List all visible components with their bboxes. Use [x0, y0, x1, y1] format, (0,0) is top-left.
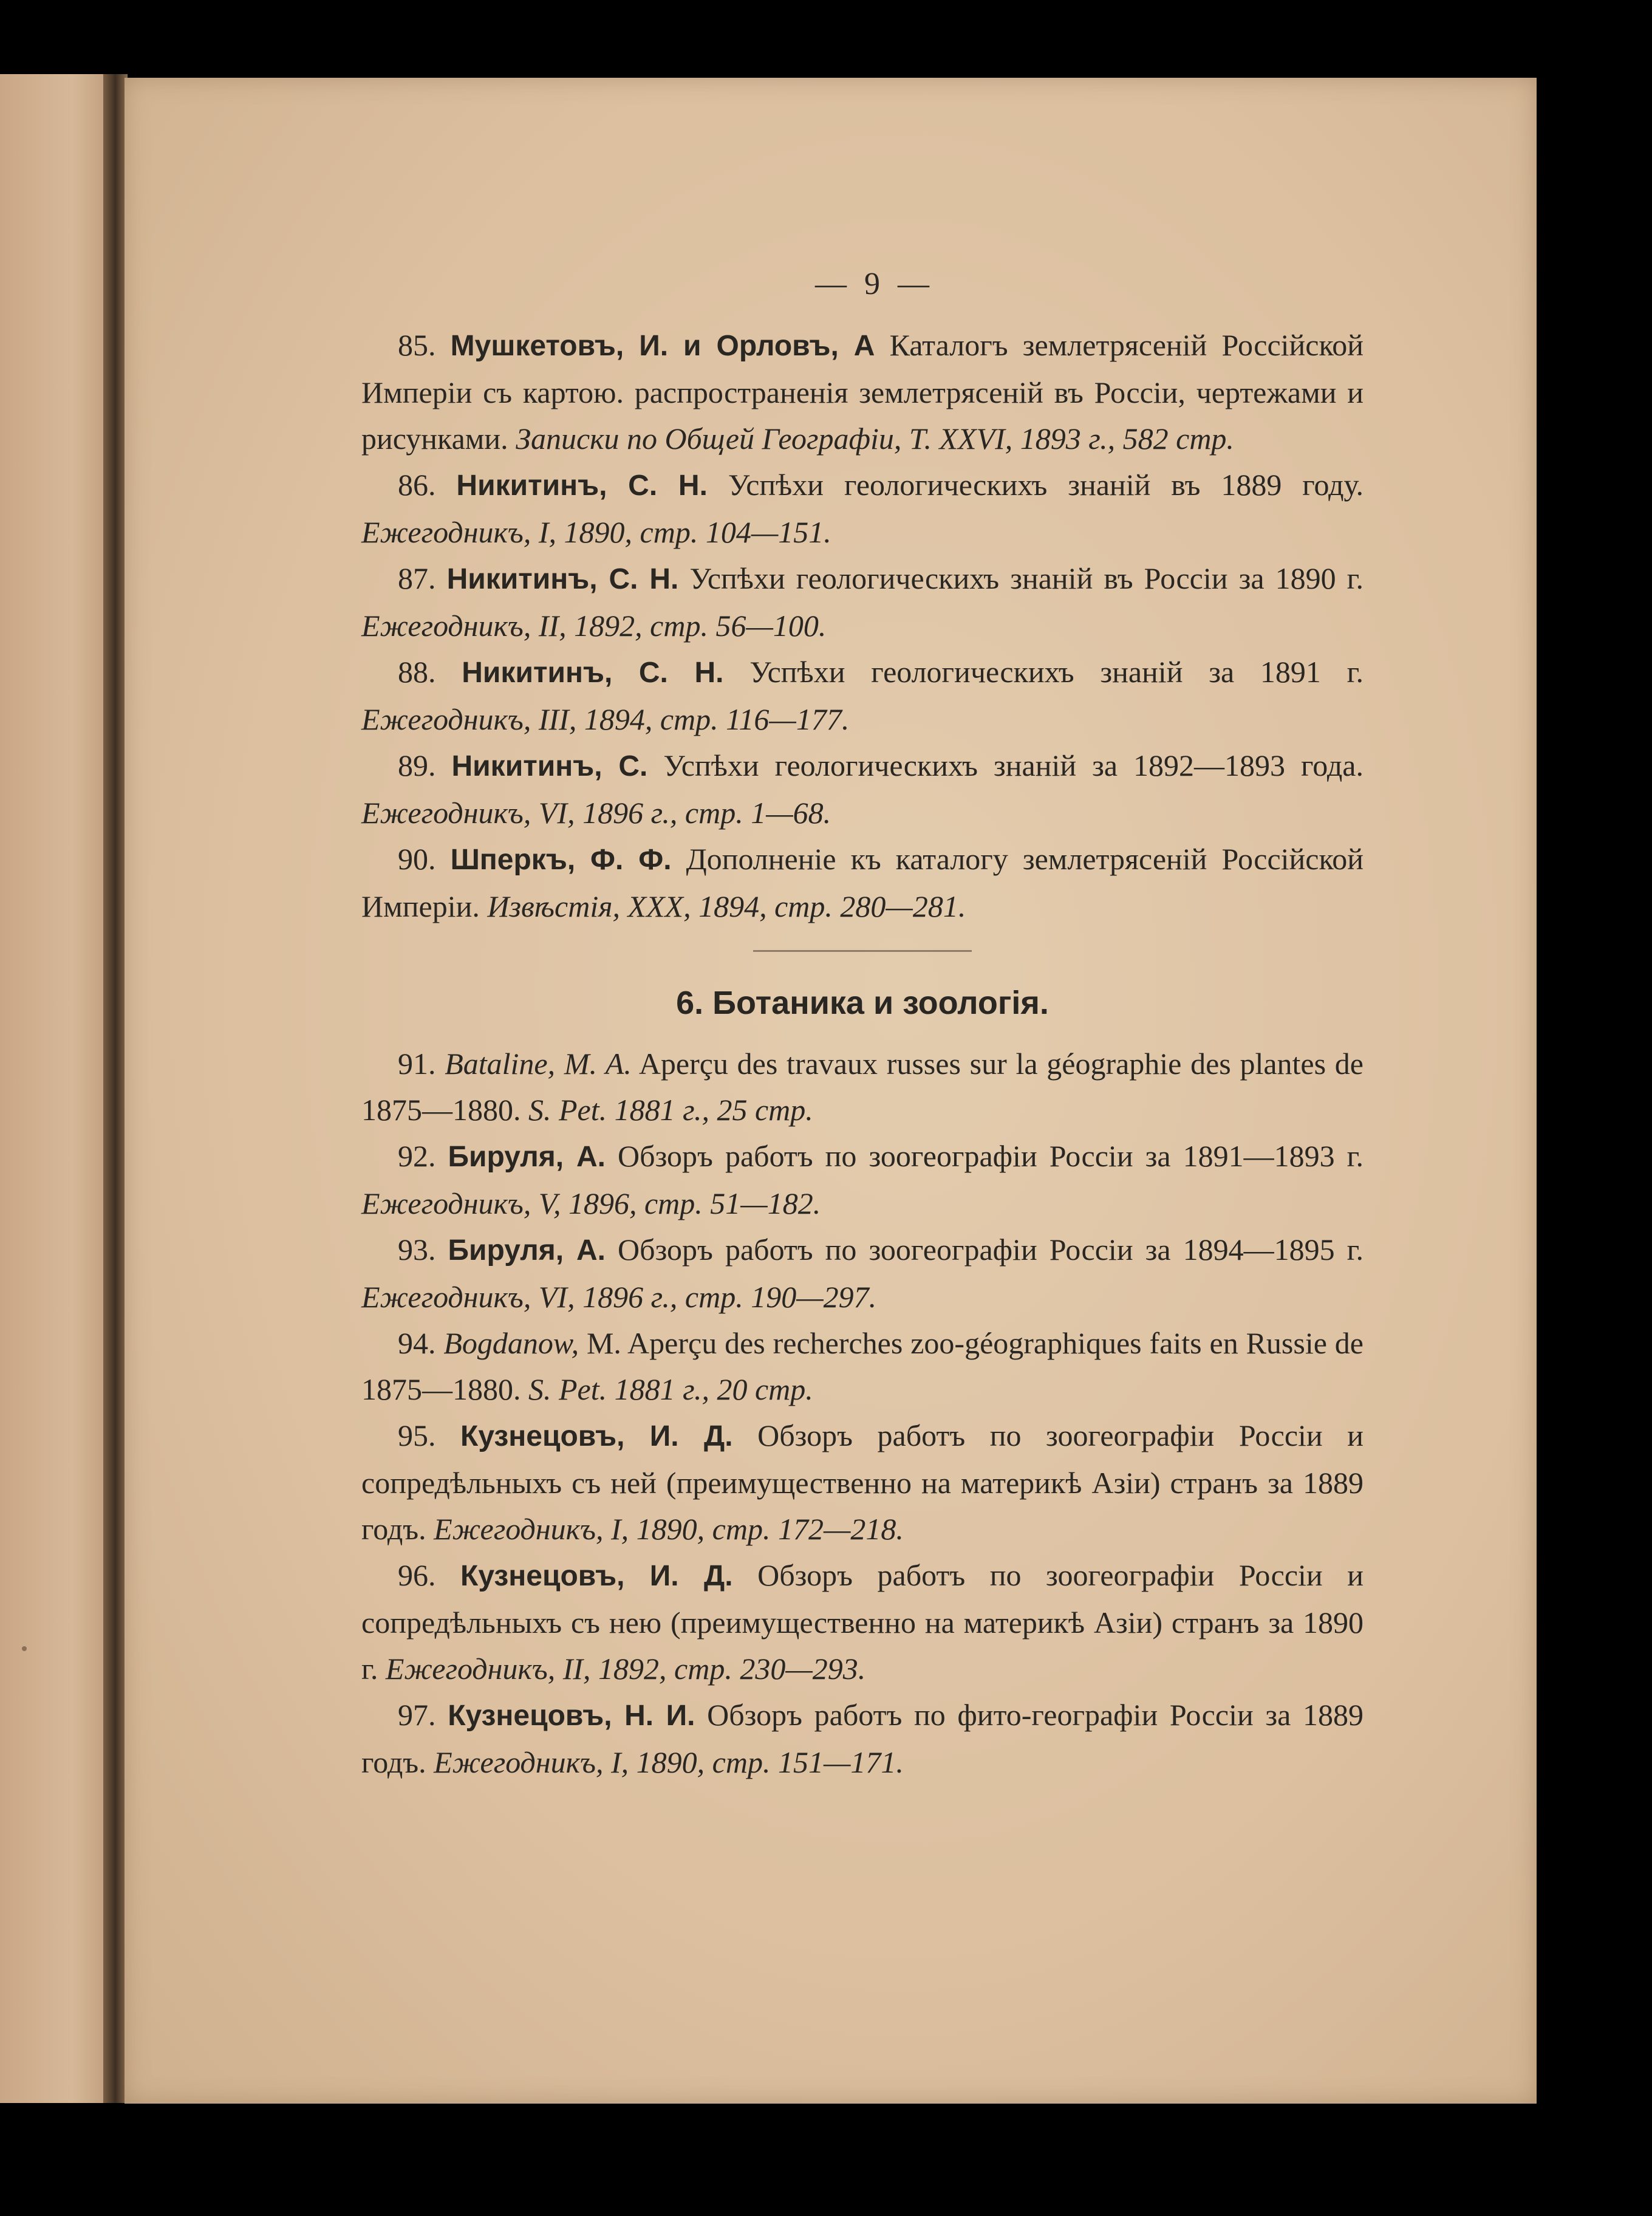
- entry-title: Aperçu des travaux russes sur la géographie des plantes de 1875—1880.: [361, 1047, 1364, 1127]
- entry-title: M. Aperçu des recherches zoo-géographiques faits en Russie de 1875—1880.: [361, 1326, 1364, 1406]
- entry-number: 91.: [398, 1047, 436, 1081]
- entry-author: Шперкъ, Ф. Ф.: [450, 844, 672, 876]
- entry-author: Бируля, А.: [448, 1141, 606, 1173]
- entry-number: 86.: [398, 468, 436, 502]
- entry-number: 97.: [398, 1698, 436, 1732]
- bib-entry-94: [361, 1320, 1364, 1412]
- entry-title: Обзоръ работъ по фито-географіи Россіи за 1889 годъ.: [361, 1698, 1364, 1779]
- entry-author: Никитинъ, С. Н.: [446, 563, 679, 595]
- bib-entry-86: [361, 462, 1364, 555]
- entry-author: Bataline, M. A.: [445, 1047, 632, 1081]
- page-number: — 9 —: [815, 267, 934, 301]
- entry-number: 94.: [398, 1326, 436, 1360]
- entry-source: Записки по Общей Географіи, Т. XXVI, 1893 г., 582 стр.: [516, 422, 1234, 456]
- entry-number: 85.: [398, 328, 436, 362]
- entry-number: 93.: [398, 1233, 436, 1267]
- bib-entry-88: [361, 649, 1364, 742]
- entry-author: Кузнецовъ, И. Д.: [460, 1560, 733, 1592]
- entry-title: Дополненіе къ каталогу землетрясеній Россійской Имперіи.: [361, 842, 1364, 923]
- bib-entry-90: [361, 836, 1364, 929]
- section-heading: 6. Ботаника и зоологія.: [676, 985, 1049, 1021]
- entry-number: 95.: [398, 1418, 436, 1452]
- entry-source: Ежегодникъ, I, 1890, стр. 104—151.: [361, 515, 831, 549]
- page-content: [361, 261, 1364, 1785]
- entry-number: 87.: [398, 561, 436, 595]
- entry-author: Никитинъ, С. Н.: [456, 470, 708, 502]
- bibliography-list-bottom: [361, 1041, 1364, 1785]
- entry-title: Обзоръ работъ по зоогеографіи Россіи за 1894—1895 г.: [606, 1233, 1364, 1267]
- entry-author: Мушкетовъ, И. и Орловъ, А: [450, 330, 875, 362]
- bib-entry-91: [361, 1041, 1364, 1133]
- bib-entry-96: [361, 1552, 1364, 1692]
- entry-source: Ежегодникъ, II, 1892, стр. 56—100.: [361, 609, 827, 643]
- entry-source: Извѣстія, XXX, 1894, стр. 280—281.: [487, 889, 966, 923]
- entry-title: Успѣхи геологическихъ знаній за 1891 г.: [723, 655, 1364, 689]
- entry-author: Никитинъ, С.: [451, 750, 648, 782]
- bib-entry-95: [361, 1412, 1364, 1552]
- entry-title: Обзоръ работъ по зоогеографіи Россіи и сопредѣльныхъ съ ней (преимущественно на материкѣ Азіи) странъ за 1889 годъ.: [361, 1418, 1364, 1546]
- entry-author: Бируля, А.: [448, 1234, 606, 1267]
- bib-entry-85: [361, 322, 1364, 462]
- bibliography-list-top: [361, 322, 1364, 929]
- entry-source: S. Pet. 1881 г., 20 стр.: [528, 1372, 813, 1406]
- entry-source: Ежегодникъ, I, 1890, стр. 151—171.: [434, 1745, 904, 1779]
- book-gutter: [103, 74, 128, 2103]
- entry-number: 88.: [398, 655, 436, 689]
- entry-title: Успѣхи геологическихъ знаній въ 1889 году.: [707, 468, 1364, 502]
- bib-entry-92: [361, 1133, 1364, 1226]
- bib-entry-97: [361, 1692, 1364, 1785]
- entry-source: Ежегодникъ, VI, 1896 г., стр. 190—297.: [361, 1280, 877, 1314]
- section-divider: [753, 950, 972, 952]
- bib-entry-89: [361, 742, 1364, 836]
- entry-source: Ежегодникъ, III, 1894, стр. 116—177.: [361, 702, 850, 736]
- entry-number: 90.: [398, 842, 436, 876]
- entry-author: Кузнецовъ, Н. И.: [448, 1700, 695, 1732]
- entry-author: Bogdanow,: [443, 1326, 579, 1360]
- entry-author: Никитинъ, С. Н.: [462, 657, 724, 689]
- entry-title: Обзоръ работъ по зоогеографіи Россіи и сопредѣльныхъ съ нею (преимущественно на материкѣ Азіи) странъ за 1890 г.: [361, 1558, 1364, 1686]
- entry-number: 89.: [398, 748, 436, 782]
- entry-number: 92.: [398, 1139, 436, 1173]
- entry-source: S. Pet. 1881 г., 25 стр.: [528, 1093, 813, 1127]
- entry-title: Успѣхи геологическихъ знаній за 1892—1893 года.: [647, 748, 1364, 782]
- entry-title: Обзоръ работъ по зоогеографіи Россіи за 1891—1893 г.: [606, 1139, 1364, 1173]
- entry-source: Ежегодникъ, II, 1892, стр. 230—293.: [385, 1652, 866, 1686]
- entry-source: Ежегодникъ, VI, 1896 г., стр. 1—68.: [361, 796, 831, 830]
- entry-title: Каталогъ землетрясеній Россійской Имперіи съ картою. распространенія землетрясеній въ Россіи, чертежами и рисунками.: [361, 328, 1364, 456]
- entry-source: Ежегодникъ, I, 1890, стр. 172—218.: [434, 1512, 904, 1546]
- entry-source: Ежегодникъ, V, 1896, стр. 51—182.: [361, 1186, 821, 1220]
- page-speck: [22, 1646, 27, 1651]
- bib-entry-93: [361, 1226, 1364, 1320]
- entry-number: 96.: [398, 1558, 436, 1592]
- bib-entry-87: [361, 555, 1364, 649]
- entry-author: Кузнецовъ, И. Д.: [460, 1420, 733, 1452]
- entry-title: Успѣхи геологическихъ знаній въ Россіи за 1890 г.: [678, 561, 1364, 595]
